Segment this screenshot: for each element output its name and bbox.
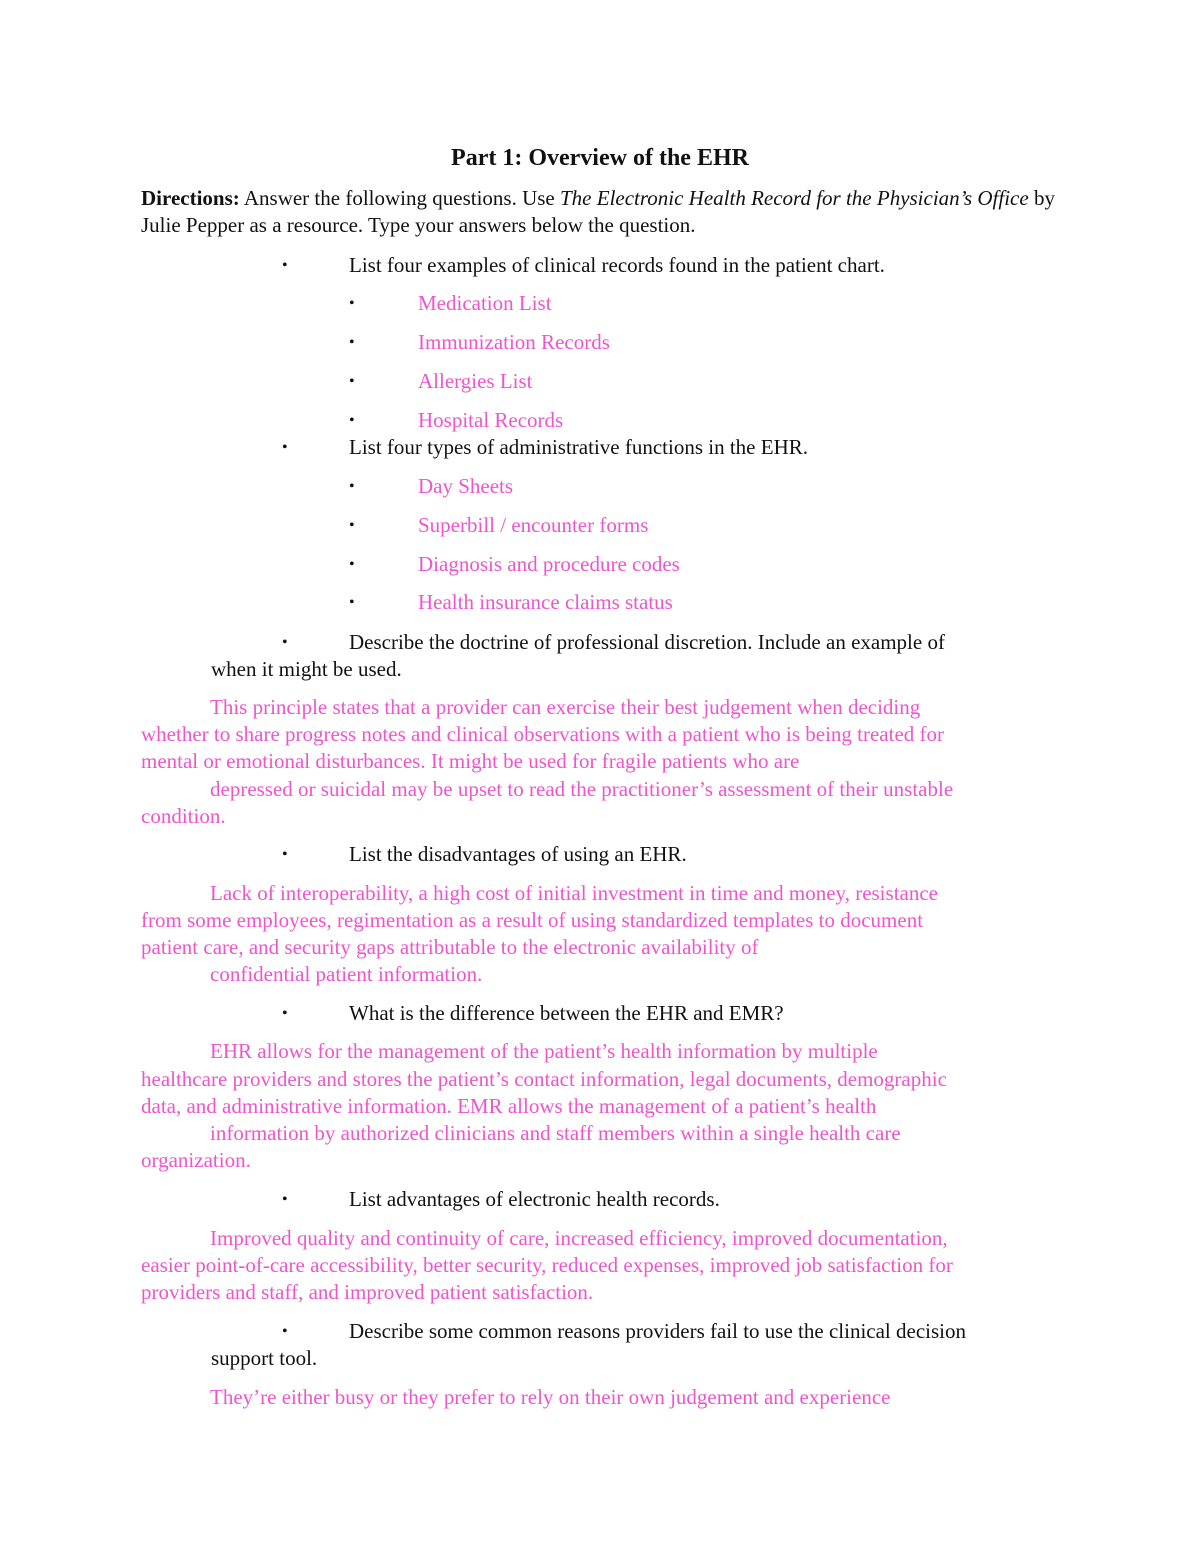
question-7-line-2: support tool.	[211, 1346, 318, 1370]
directions-paragraph	[141, 185, 1061, 239]
bullet-icon: •	[349, 412, 355, 429]
question-1: List four examples of clinical records found in the patient chart.	[349, 253, 885, 277]
bullet-icon: •	[282, 1005, 288, 1022]
answer-5-line-3: data, and administrative information. EMR allows the management of a patient’s health	[141, 1094, 877, 1118]
bullet-icon: •	[349, 295, 355, 312]
bullet-icon: •	[282, 846, 288, 863]
answer-3-line-5: condition.	[141, 804, 226, 828]
bullet-icon: •	[349, 478, 355, 495]
answer-1-item-1: Medication List	[418, 291, 552, 315]
question-3-line-2: when it might be used.	[211, 657, 402, 681]
answer-5-line-5: organization.	[141, 1148, 251, 1172]
question-3-line-1: Describe the doctrine of professional discretion. Include an example of	[349, 630, 945, 654]
answer-4-line-3: patient care, and security gaps attributable to the electronic availability of	[141, 935, 759, 959]
question-4: List the disadvantages of using an EHR.	[349, 842, 687, 866]
answer-2-item-1: Day Sheets	[418, 474, 514, 498]
answer-2-item-4: Health insurance claims status	[418, 590, 673, 614]
answer-3-line-2: whether to share progress notes and clinical observations with a patient who is being treated for	[141, 722, 945, 746]
bullet-icon: •	[282, 1191, 288, 1208]
answer-4-line-2: from some employees, regimentation as a result of using standardized templates to document	[141, 908, 924, 932]
bullet-icon: •	[349, 373, 355, 390]
book-title: The Electronic Health Record for the Physician’s Office	[560, 186, 1029, 210]
bullet-icon: •	[282, 1323, 288, 1340]
answer-5-line-1: EHR allows for the management of the patient’s health information by multiple	[210, 1039, 878, 1063]
bullet-icon: •	[349, 334, 355, 351]
answer-3-line-4: depressed or suicidal may be upset to read the practitioner’s assessment of their unstable	[210, 777, 954, 801]
answer-1-item-4: Hospital Records	[418, 408, 564, 432]
answer-2-item-2: Superbill / encounter forms	[418, 513, 649, 537]
bullet-icon: •	[282, 257, 288, 274]
answer-3-line-3: mental or emotional disturbances. It might be used for fragile patients who are	[141, 749, 800, 773]
answer-6-line-2: easier point-of-care accessibility, better security, reduced expenses, improved job satisfaction for	[141, 1253, 953, 1277]
answer-7: They’re either busy or they prefer to rely on their own judgement and experience	[210, 1385, 891, 1409]
answer-1-item-2: Immunization Records	[418, 330, 610, 354]
bullet-icon: •	[282, 634, 288, 651]
bullet-icon: •	[349, 556, 355, 573]
answer-4-line-4: confidential patient information.	[210, 962, 483, 986]
question-5: What is the difference between the EHR and EMR?	[349, 1001, 784, 1025]
bullet-icon: •	[282, 439, 288, 456]
page-title: Part 1: Overview of the EHR	[451, 145, 749, 171]
answer-1-item-3: Allergies List	[418, 369, 533, 393]
bullet-icon: •	[349, 517, 355, 534]
question-6: List advantages of electronic health records.	[349, 1187, 720, 1211]
directions-label: Directions:	[141, 186, 240, 210]
answer-5-line-2: healthcare providers and stores the patient’s contact information, legal documents, demographic	[141, 1067, 947, 1091]
answer-5-line-4: information by authorized clinicians and staff members within a single health care	[210, 1121, 901, 1145]
answer-4-line-1: Lack of interoperability, a high cost of initial investment in time and money, resistance	[210, 881, 938, 905]
answer-2-item-3: Diagnosis and procedure codes	[418, 552, 680, 576]
directions-text-2: by Julie Pepper as a resource. Type your answers below the question.	[141, 186, 1055, 237]
bullet-icon: •	[349, 594, 355, 611]
directions-text-1: Answer the following questions. Use	[239, 186, 560, 210]
question-7-line-1: Describe some common reasons providers fail to use the clinical decision	[349, 1319, 966, 1343]
question-2: List four types of administrative functions in the EHR.	[349, 435, 809, 459]
answer-6-line-3: providers and staff, and improved patient satisfaction.	[141, 1280, 594, 1304]
answer-3-line-1: This principle states that a provider can exercise their best judgement when deciding	[210, 695, 921, 719]
answer-6-line-1: Improved quality and continuity of care, increased efficiency, improved documentation,	[210, 1226, 948, 1250]
